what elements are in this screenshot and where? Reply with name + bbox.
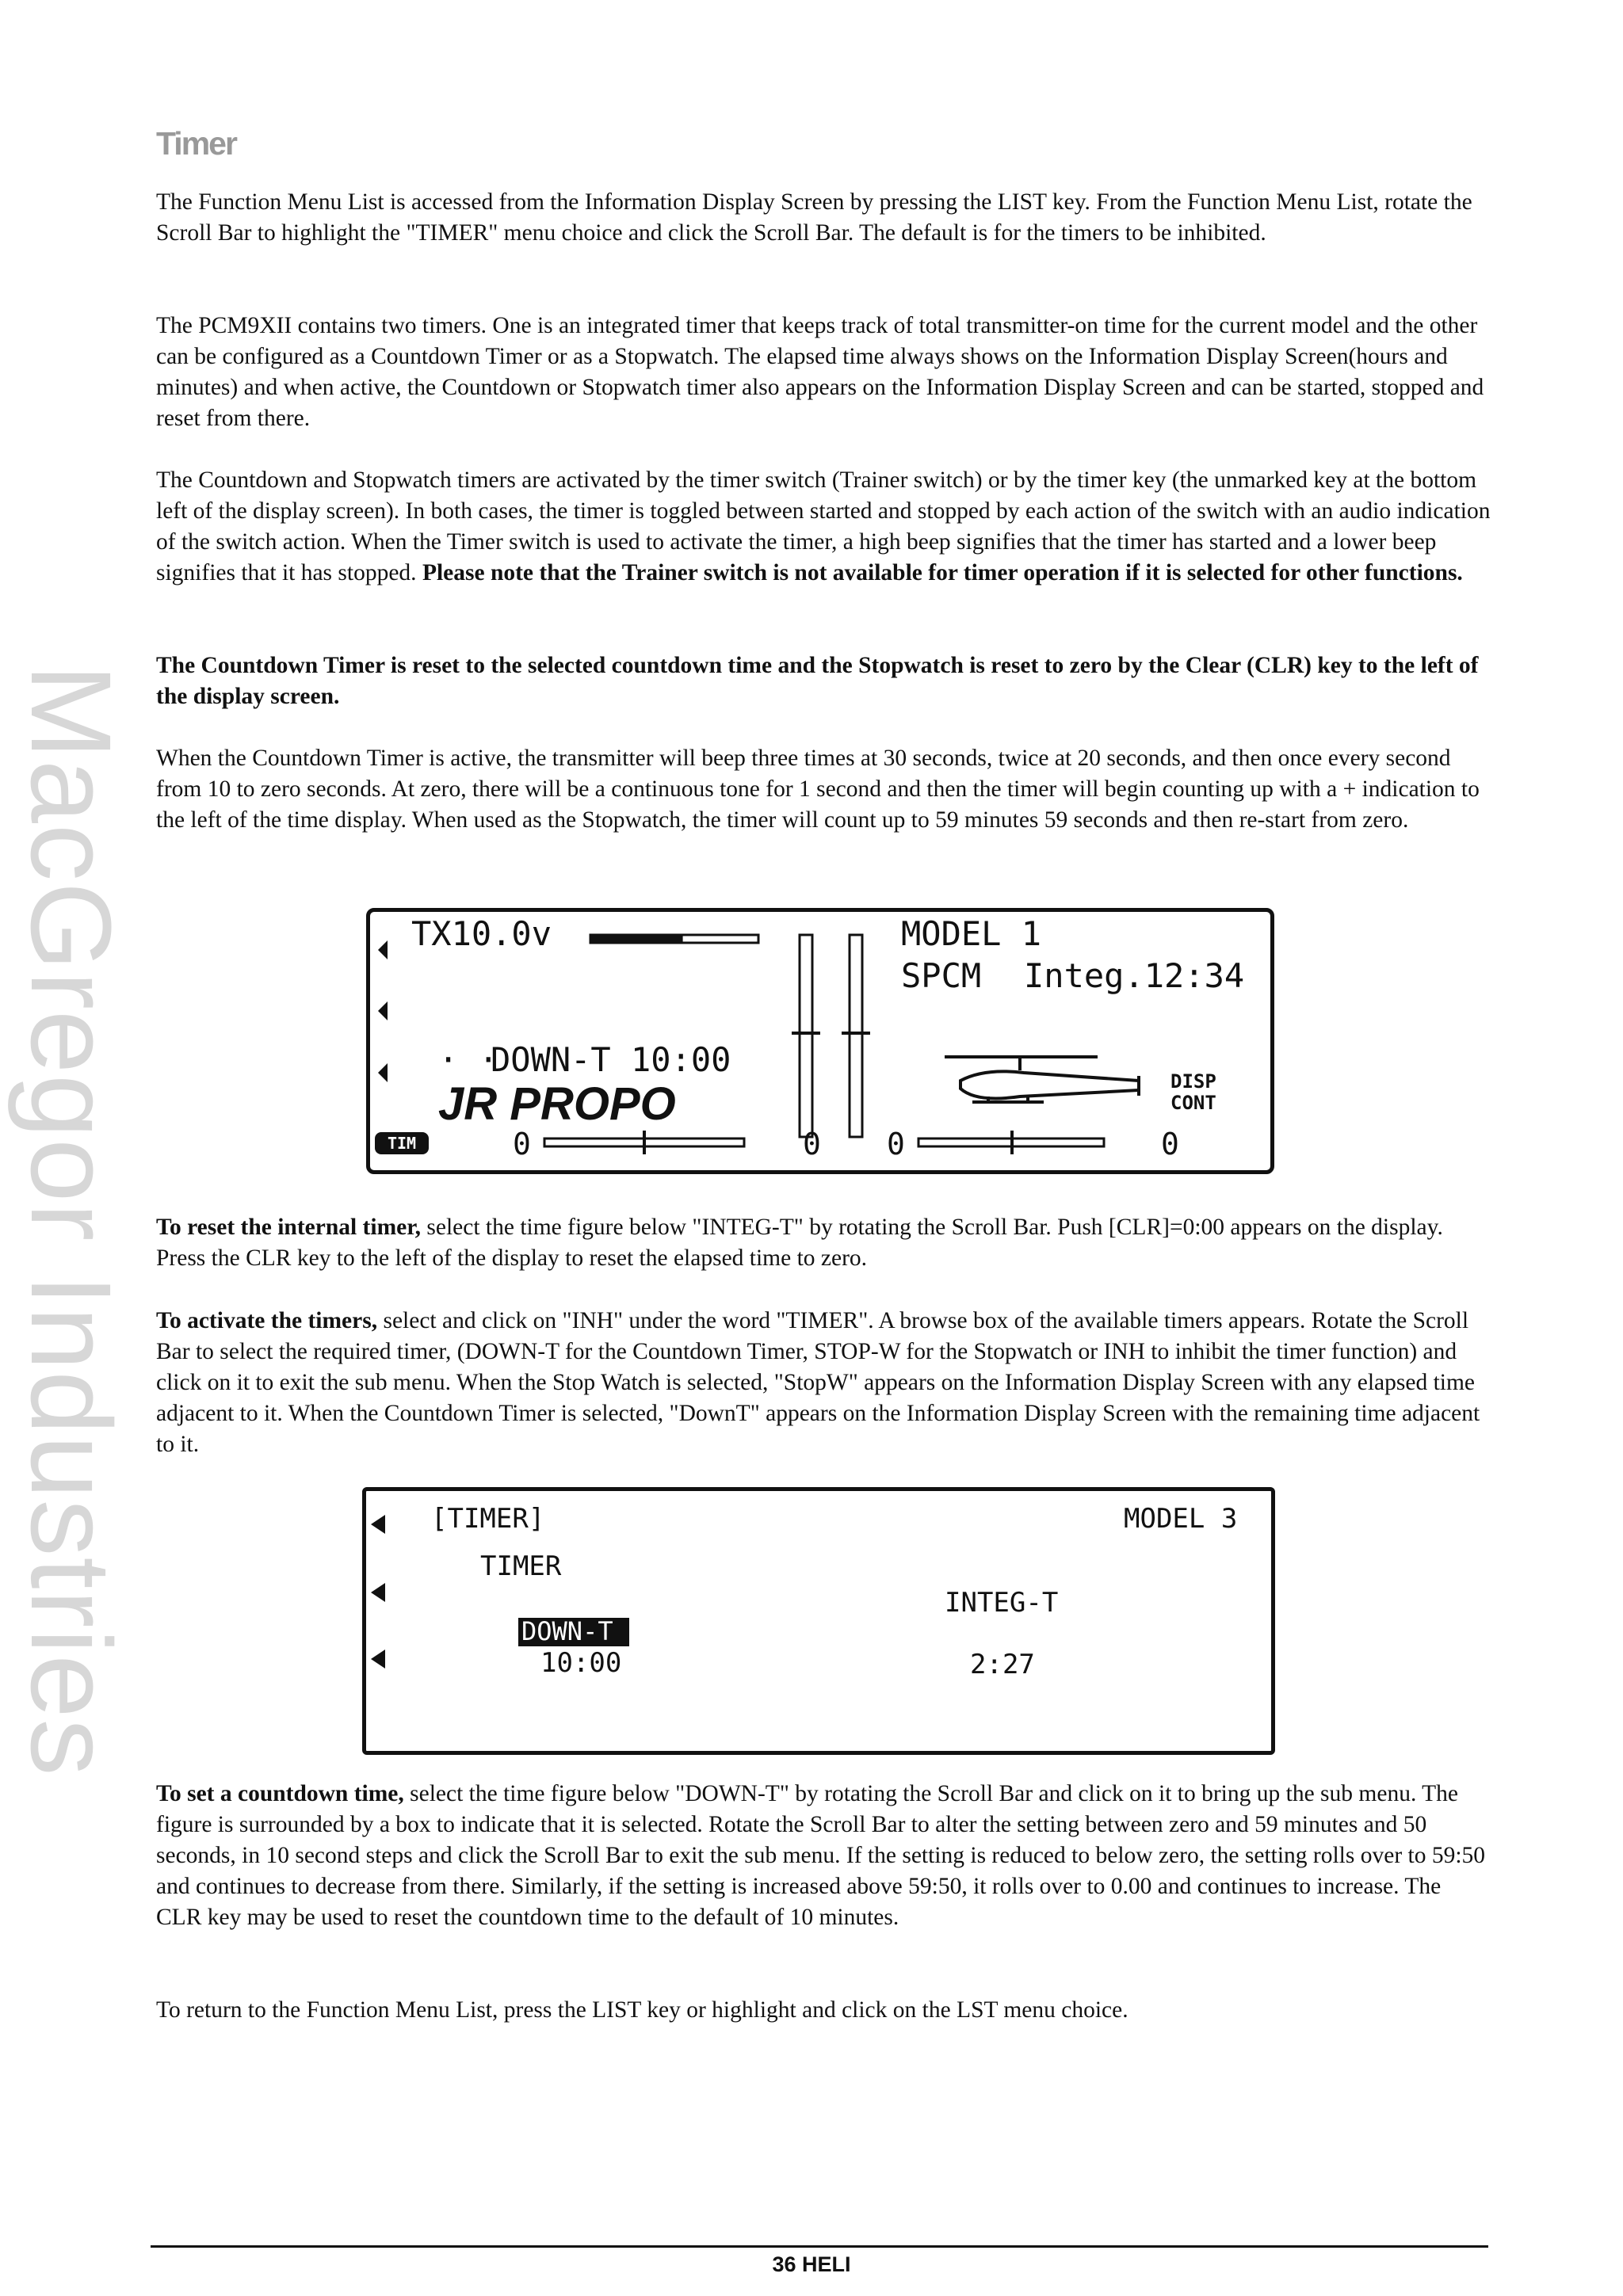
paragraph-activation-text: The Countdown and Stopwatch timers are activated by the timer switch (Trainer switch) or by the timer key (the unmarked key at the bottom left of the display screen). In both cases, the timer is toggled between started and stopped by each action of the switch with an audio indication of the switch action. When the Timer switch is used to activate the timer, a high beep signifies that the timer has started and a lower beep signifies that it has stopped. <box>156 467 1491 585</box>
info-display-graphic <box>370 912 1270 1170</box>
paragraph-activation <box>156 465 1491 589</box>
dots-decoration: · · <box>438 1040 498 1079</box>
left-arrow-icon <box>371 1650 385 1669</box>
footer-rule <box>151 2245 1488 2248</box>
integ-t-value: 2:27 <box>970 1649 1035 1680</box>
left-arrow-icon <box>378 940 388 959</box>
left-arrow-icon <box>371 1583 385 1602</box>
page-footer: 36 HELI <box>772 2252 851 2276</box>
reset-internal-bold: To reset the internal timer, <box>156 1215 422 1240</box>
left-arrow-icon <box>371 1515 385 1534</box>
integ-t-label: INTEG-T <box>945 1587 1059 1619</box>
timer-value: 10:00 <box>540 1647 622 1679</box>
modulation: SPCM <box>901 956 982 995</box>
jr-propo-logo: JR PROPO <box>438 1078 676 1130</box>
paragraph-intro: The Function Menu List is accessed from the Information Display Screen by pressing the LIST key. From the Function Menu List, rotate the Scroll Bar to highlight the "TIMER" menu choice and click the Scroll Bar. The default is for the timers to be inhibited. <box>156 189 1472 246</box>
activate-timers-text: select and click on "INH" under the word "TIMER". A browse box of the available timers appears. Rotate the Scroll Bar to select the required timer, (DOWN-T for the Countdown Timer, STOP-W for the Stopwatch or INH to inhibit the timer function) and click on it to exit the sub menu. When the Stop Watch is selected, "StopW" appears on the Information Display Screen with any elapsed time adjacent to it. When the Countdown Timer is selected, "DownT" appears on the Information Display Screen with the remaining time adjacent to it. <box>156 1308 1480 1457</box>
section-title: Timer <box>156 125 236 162</box>
timer-menu-screen <box>362 1487 1275 1755</box>
paragraph-activate-timers <box>156 1306 1491 1460</box>
down-timer: DOWN-T 10:00 <box>491 1040 731 1079</box>
integrated-timer: Integ.12:34 <box>1024 956 1245 995</box>
trim-value: 0 <box>1161 1127 1179 1161</box>
helicopter-icon <box>945 1057 1139 1102</box>
disp-label: DISP <box>1170 1070 1216 1093</box>
model-name: MODEL 3 <box>1124 1503 1238 1535</box>
cont-label: CONT <box>1170 1092 1216 1114</box>
activate-timers-bold: To activate the timers, <box>156 1308 378 1333</box>
timer-label: TIMER <box>480 1550 562 1582</box>
watermark-text: MacGregor Industries <box>7 664 135 1777</box>
tx-voltage: TX10.0v <box>411 914 552 953</box>
left-arrow-icon <box>378 1001 388 1020</box>
voltage-bar-fill <box>590 935 683 943</box>
paragraph-timers: The PCM9XII contains two timers. One is an integrated timer that keeps track of total transmitter-on time for the current model and the other can be configured as a Countdown Timer or as a Stopwatch. The elapsed time always shows on the Information Display Screen(hours and minutes) and when active, the Countdown or Stopwatch timer also appears on the Information Display Screen and can be started, stopped and reset from there. <box>156 313 1484 431</box>
set-countdown-text: select the time figure below "DOWN-T" by rotating the Scroll Bar and click on it to bring up the sub menu. The figure is surrounded by a box to indicate that it is selected. Rotate the Scroll Bar to alter the setting between zero and 59 minutes and 50 seconds, in 10 second steps and click the Scroll Bar to exit the sub menu. If the setting is reduced to below zero, the setting rolls over to 59:50 and continues to decrease from there. Similarly, if the setting is increased above 59:50, it rolls over to 0.00 and continues to increase. The CLR key may be used to reset the countdown time to the default of 10 minutes. <box>156 1781 1486 1930</box>
info-display-screen <box>366 908 1274 1174</box>
reset-note-bold: The Countdown Timer is reset to the selected countdown time and the Stopwatch is reset to zero by the Clear (CLR) key to the left of the display screen. <box>156 653 1479 709</box>
set-countdown-bold: To set a countdown time, <box>156 1781 404 1806</box>
left-arrow-icon <box>378 1063 388 1082</box>
tim-key-label: TIM <box>387 1134 417 1153</box>
watermark <box>7 664 135 1777</box>
trim-value: 0 <box>887 1127 905 1161</box>
trim-value: 0 <box>803 1127 821 1161</box>
throttle-gauge <box>800 935 812 1137</box>
paragraph-activation-note: Please note that the Trainer switch is not available for timer operation if it is selected for other functions. <box>422 560 1463 585</box>
timer-mode: DOWN-T <box>521 1616 613 1646</box>
pitch-gauge <box>850 935 862 1137</box>
paragraph-set-countdown <box>156 1779 1491 1933</box>
timer-menu-graphic <box>366 1491 1271 1751</box>
paragraph-countdown-beeps: When the Countdown Timer is active, the transmitter will beep three times at 30 seconds, twice at 20 seconds, and then once every second from 10 to zero seconds. At zero, there will be a continuous tone for 1 second and then the timer will begin counting up with a + indication to the left of the time display. When used as the Stopwatch, the timer will count up to 59 minutes 59 seconds and then re-start from zero. <box>156 746 1480 833</box>
reset-internal-text: select the time figure below "INTEG-T" by rotating the Scroll Bar. Push [CLR]=0:00 appears on the display. Press the CLR key to the left of the display to reset the elapsed time to zero. <box>156 1215 1443 1271</box>
paragraph-reset-note <box>156 650 1491 712</box>
paragraph-reset-internal <box>156 1212 1491 1274</box>
menu-header: [TIMER] <box>431 1503 545 1535</box>
trim-value: 0 <box>513 1127 531 1161</box>
model-name: MODEL 1 <box>901 914 1042 953</box>
paragraph-return: To return to the Function Menu List, press the LIST key or highlight and click on the LST menu choice. <box>156 1997 1128 2023</box>
